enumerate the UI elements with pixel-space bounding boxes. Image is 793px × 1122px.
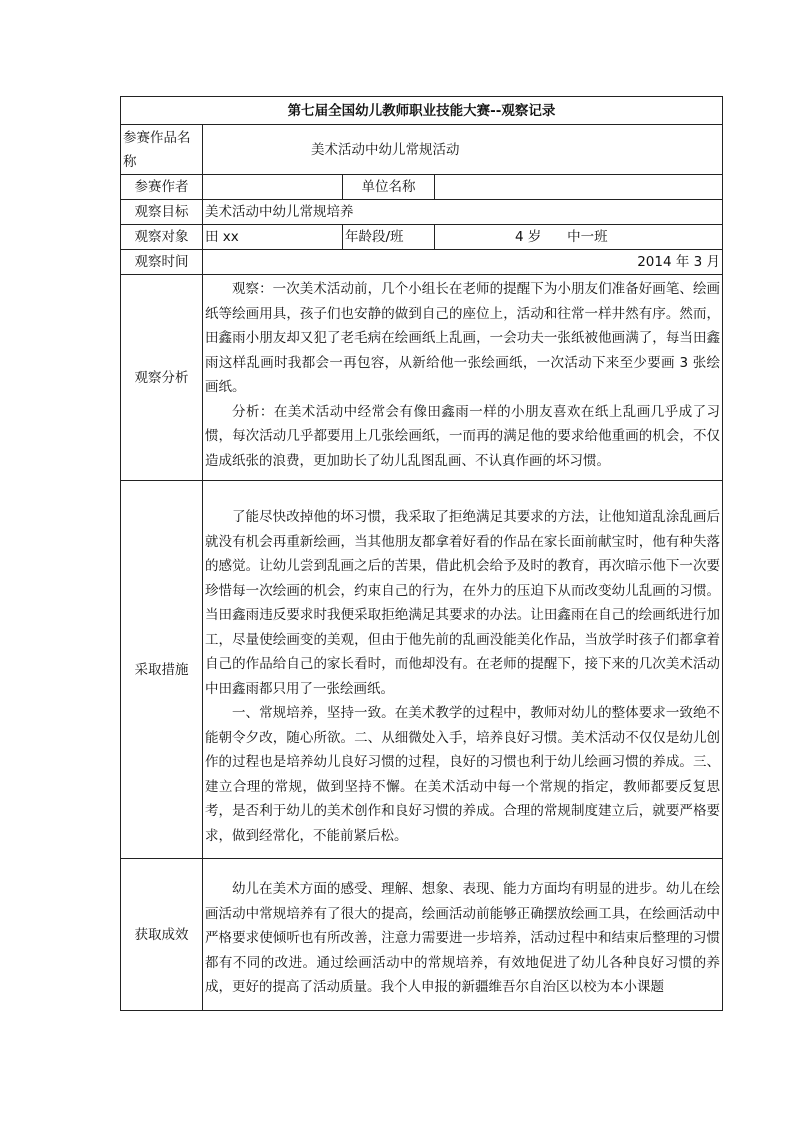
author-value [203, 175, 343, 200]
unit-label: 单位名称 [343, 175, 435, 200]
results-cell [203, 859, 723, 1011]
results-paragraph: 幼儿在美术方面的感受、理解、想象、表现、能力方面均有明显的进步。幼儿在绘画活动中常规培养有了很大的提高，绘画活动前能够正确摆放绘画工具，在绘画活动中严格要求使倾听也有所改善，注意力需要进一步培养，活动过程中和结束后整理的习惯都有不同的改进。通过绘画活动中的常规培养，有效地促进了幼儿各种良好习惯的养成，更好的提高了活动质量。我个人申报的新疆维吾尔自治区以校为本小课题 [205, 881, 721, 995]
results-label: 获取成效 [121, 859, 203, 1011]
measures-paragraph-1: 了能尽快改掉他的坏习惯，我采取了拒绝满足其要求的方法，让他知道乱涂乱画后就没有机会再重新绘画，当其他朋友都拿着好看的作品在家长面前献宝时，他有种失落的感觉。让幼儿尝到乱画之后的苦果，借此机会给予及时的教育，再次暗示他下一次要珍惜每一次绘画的机会，约束自己的行为，在外力的压迫下从而改变幼儿乱画的习惯。当田鑫雨违反要求时我便采取拒绝满足其要求的办法。让田鑫雨在自己的绘画纸进行加工，尽量使绘画变的美观，但由于他先前的乱画没能美化作品，当放学时孩子们都拿着自己的作品给自己的家长看时，而他却没有。在老师的提醒下，接下来的几次美术活动中田鑫雨都只用了一张绘画纸。 [205, 509, 721, 697]
work-name-value: 美术活动中幼儿常规活动 [203, 125, 723, 175]
measures-cell [203, 481, 723, 859]
target-value: 田 xx [203, 225, 343, 250]
analysis-reasoning: 分析：在美术活动中经常会有像田鑫雨一样的小朋友喜欢在纸上乱画几乎成了习惯，每次活动几乎都要用上几张绘画纸，一而再的满足他的要求给他重画的机会，不仅造成纸张的浪费，更加助长了幼儿乱图乱画、不认真作画的坏习惯。 [205, 403, 721, 469]
goal-label: 观察目标 [121, 200, 203, 225]
goal-value: 美术活动中幼儿常规培养 [203, 200, 723, 225]
work-name-label: 参赛作品名称 [121, 125, 203, 175]
author-label: 参赛作者 [121, 175, 203, 200]
analysis-observation: 观察：一次美术活动前，几个小组长在老师的提醒下为小朋友们准备好画笔、绘画纸等绘画用具，孩子们也安静的做到自己的座位上，活动和往常一样井然有序。然而，田鑫雨小朋友却又犯了老毛病在绘画纸上乱画，一会功夫一张纸被他画满了，每当田鑫雨这样乱画时我都会一再包容，从新给他一张绘画纸，一次活动下来至少要画 3 张绘画纸。 [205, 281, 721, 395]
analysis-label: 观察分析 [121, 275, 203, 481]
measures-paragraph-2: 一、常规培养，坚持一致。在美术教学的过程中，教师对幼儿的整体要求一致绝不能朝令夕改，随心所欲。二、从细微处入手，培养良好习惯。美术活动不仅仅是幼儿创作的过程也是培养幼儿良好习惯的过程，良好的习惯也利于幼儿绘画习惯的养成。三、建立合理的常规，做到坚持不懈。在美术活动中每一个常规的指定，教师都要反复思考，是否利于幼儿的美术创作和良好习惯的养成。合理的常规制度建立后，就要严格要求，做到经常化，不能前紧后松。 [205, 705, 721, 844]
target-label: 观察对象 [121, 225, 203, 250]
observation-record-table [120, 96, 723, 1011]
measures-label: 采取措施 [121, 481, 203, 859]
age-value: 4 岁 中一班 [435, 225, 723, 250]
analysis-cell [203, 275, 723, 481]
time-label: 观察时间 [121, 250, 203, 275]
age-label: 年龄段/班 [343, 225, 435, 250]
document-title: 第七届全国幼儿教师职业技能大赛--观察记录 [121, 97, 723, 125]
time-value: 2014 年 3 月 [203, 250, 723, 275]
unit-value [435, 175, 723, 200]
